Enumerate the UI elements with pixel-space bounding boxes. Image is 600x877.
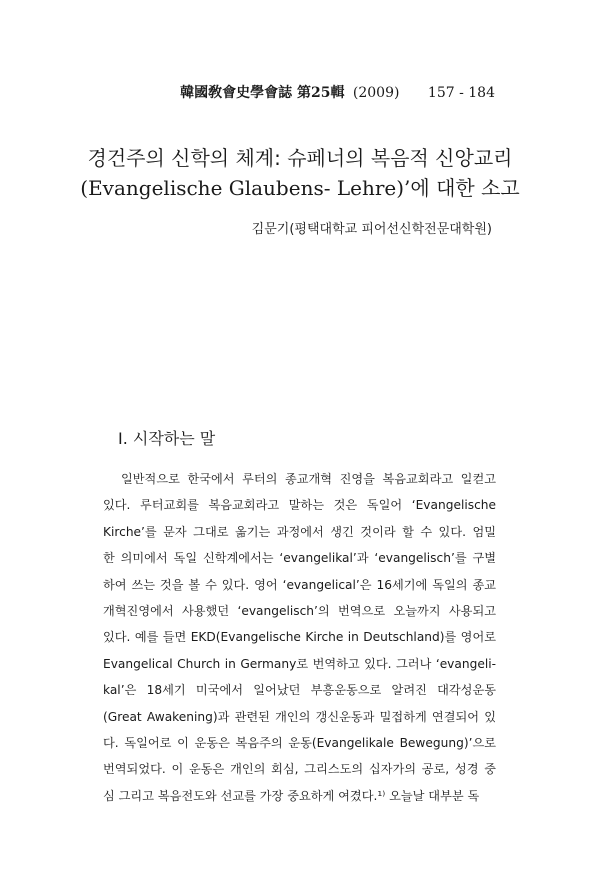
article-title [0,143,600,203]
body-line: 다. 독일어로 이 운동은 복음주의 운동(Evangelikale Bewegung)’으로 [103,735,496,750]
body-line: 있다. 예를 들면 EKD(Evangelische Kirche in Deutschland)를 영어로 [103,630,496,645]
page-range: 157 - 184 [427,85,495,101]
body-line: Kirche’를 문자 그대로 옮기는 과정에서 생긴 것이라 할 수 있다. 엄밀 [103,524,496,539]
body-line: 있다. 루터교회를 복음교회라고 말하는 것은 독일어 ‘Evangelische [103,498,496,513]
journal-name: 韓國敎會史學會誌 第25輯 [180,85,345,101]
body-line: 일반적으로 한국에서 루터의 종교개혁 진영을 복음교회라고 일컫고 [121,472,496,486]
body-line: 한 의미에서 독일 신학계에서는 ‘evangelikal’과 ‘evangelisch’를 구별 [103,551,496,566]
author-affiliation: 김문기(평택대학교 피어선신학전문대학원) [251,222,492,237]
title-line-1: 경건주의 신학의 체계: 슈페너의 복음적 신앙교리 [87,146,513,170]
running-header [180,82,495,102]
body-line: 번역되었다. 이 운동은 개인의 회심, 그리스도의 십자가의 공로, 성경 중 [103,762,496,777]
body-line: Evangelical Church in Germany로 번역하고 있다. 그러나 ‘evangeli- [103,656,496,671]
journal-year: (2009) [352,85,400,101]
body-line: 심 그리고 복음전도와 선교를 가장 중요하게 여겼다.¹⁾ 오늘날 대부분 독 [103,788,480,803]
body-line: kal’은 18세기 미국에서 일어났던 부흥운동으로 알려진 대각성운동 [103,683,496,698]
section-heading: I. 시작하는 말 [118,429,216,448]
body-line: 하여 쓰는 것을 볼 수 있다. 영어 ‘evangelical’은 16세기에 독일의 종교 [103,577,496,592]
body-line: 개혁진영에서 사용했던 ‘evangelisch’의 번역으로 오늘까지 사용되고 [103,603,496,618]
body-paragraph [103,466,496,809]
title-line-2: (Evangelische Glaubens- Lehre)’에 대한 소고 [80,176,520,200]
body-line: (Great Awakening)과 관련된 개인의 갱신운동과 밀접하게 연결되어 있 [103,709,496,724]
